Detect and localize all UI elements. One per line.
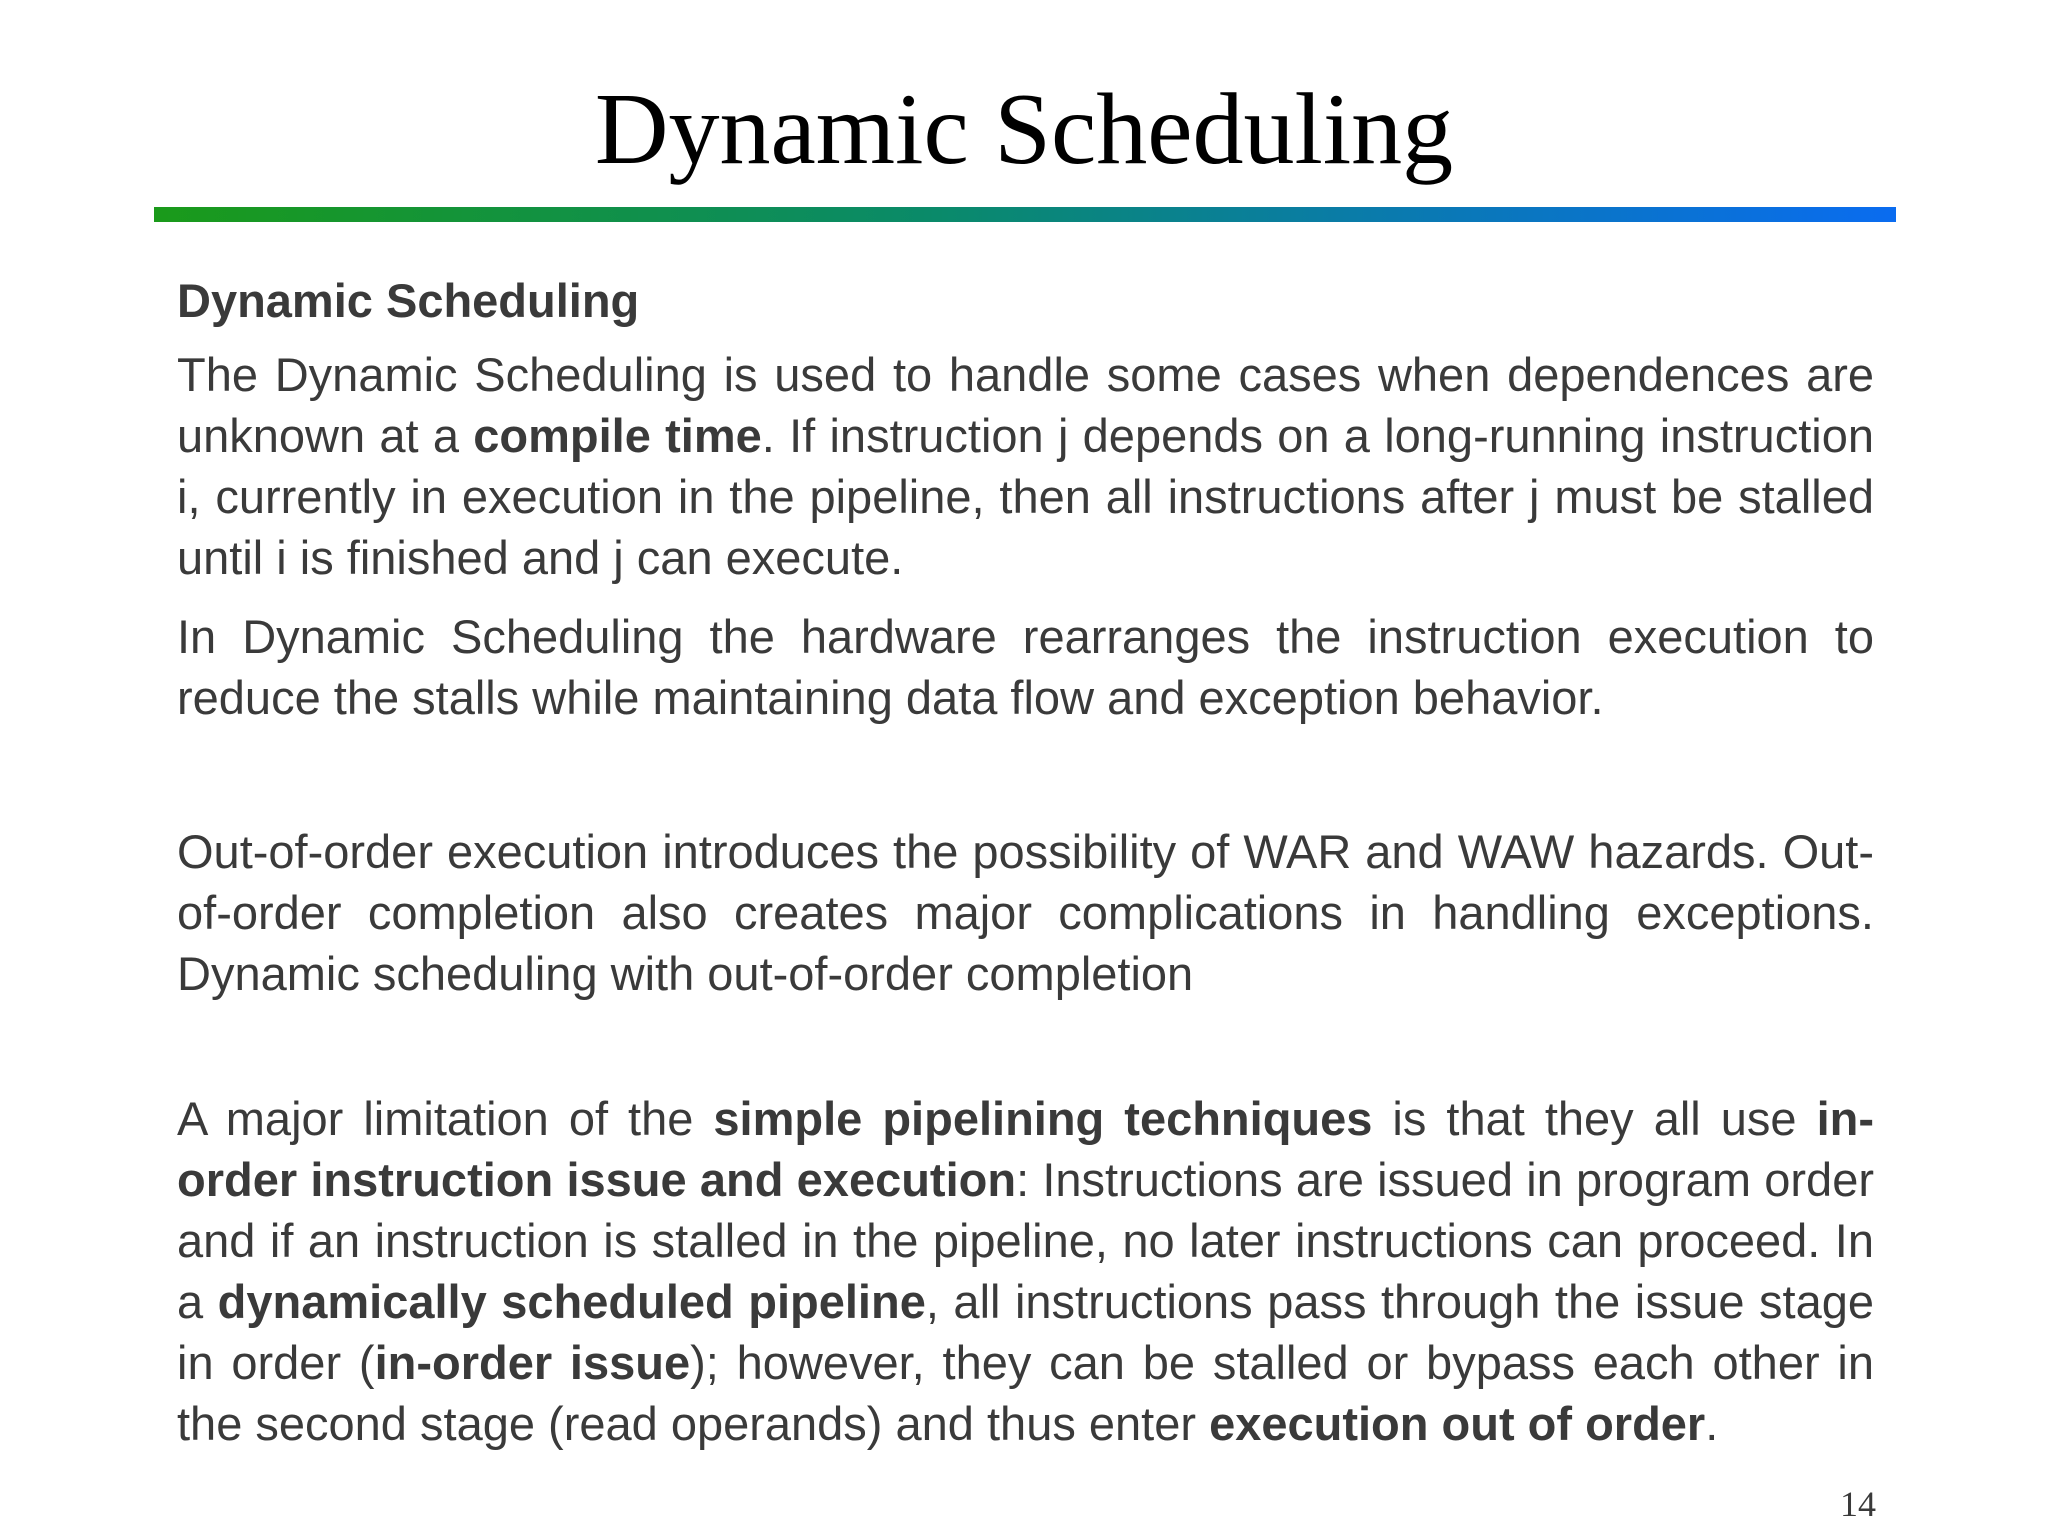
section-heading: Dynamic Scheduling bbox=[177, 274, 640, 327]
bold-term-in-order-issue-execution: in-order instruction issue and execution bbox=[177, 1092, 1874, 1206]
title-divider bbox=[154, 207, 1896, 222]
paragraph-dependences bbox=[177, 344, 1874, 588]
paragraph-major-limitation bbox=[177, 1088, 1874, 1454]
page-number: 14 bbox=[1840, 1484, 1876, 1524]
paragraph-text: ); however, they can be stalled or bypass each other in the second stage (read operands) and thus enter bbox=[177, 1336, 1874, 1450]
bold-term-in-order-issue: in-order issue bbox=[374, 1336, 691, 1389]
bold-term-execution-out-of-order: execution out of order bbox=[1209, 1397, 1706, 1450]
paragraph-text: : Instructions are issued in program order and if an instruction is stalled in the pipeline, no later instructions can proceed. In a bbox=[177, 1153, 1874, 1328]
paragraph-hardware-rearranges: In Dynamic Scheduling the hardware rearranges the instruction execution to reduce the stalls while maintaining data flow and exception behavior. bbox=[177, 610, 1874, 724]
paragraph-text: . bbox=[1705, 1397, 1719, 1450]
paragraph-text: The Dynamic Scheduling is used to handle some cases when dependences are unknown at a bbox=[177, 348, 1874, 462]
paragraph-text: . If instruction j depends on a long-running instruction i, currently in execution in the pipeline, then all instructions after j must be stalled until i is finished and j can execute. bbox=[177, 409, 1874, 584]
bold-term-dynamically-scheduled: dynamically scheduled pipeline bbox=[217, 1275, 926, 1328]
paragraph-text: A major limitation of the bbox=[177, 1092, 714, 1145]
slide-title: Dynamic Scheduling bbox=[594, 73, 1454, 186]
paragraph-text: is that they all use bbox=[1372, 1092, 1817, 1145]
bold-term-simple-pipelining: simple pipelining techniques bbox=[713, 1092, 1373, 1145]
bold-term-compile-time: compile time bbox=[473, 409, 762, 462]
slide-body bbox=[177, 268, 1874, 1454]
paragraph-text: , all instructions pass through the issue stage in order ( bbox=[177, 1275, 1875, 1389]
paragraph-out-of-order: Out-of-order execution introduces the possibility of WAR and WAW hazards. Out-of-order completion also creates major complications in handling exceptions. Dynamic scheduling with out-of-order completion bbox=[177, 825, 1874, 1000]
